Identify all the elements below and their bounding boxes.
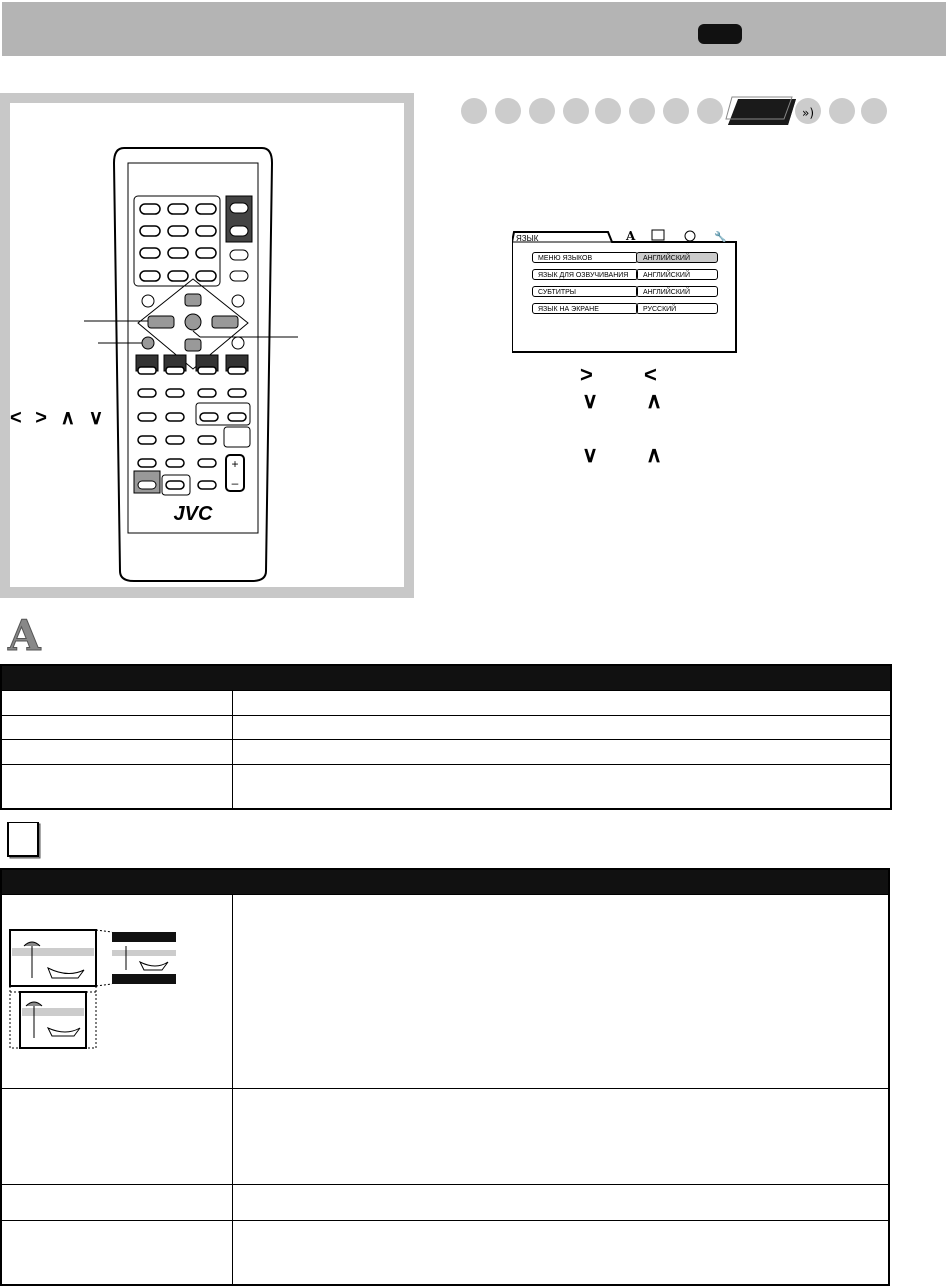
monitor-type-illustration [8, 928, 180, 1052]
up-arrow-icon: ∧ [646, 388, 663, 413]
down-arrow-icon: ∨ [582, 388, 599, 413]
remote-illustration-panel [0, 93, 414, 598]
up-arrow-icon: ∧ [646, 442, 663, 467]
step-arrow-guide [570, 362, 690, 472]
arrow-buttons-label: < > ∧ ∨ [10, 407, 108, 429]
right-arrow-icon: > [580, 362, 593, 387]
language-tab-label[interactable]: ЯЗЫК [516, 234, 539, 243]
page-header-bar [2, 2, 946, 56]
down-arrow-icon: ∨ [582, 442, 599, 467]
language-settings-table [0, 664, 892, 810]
language-section-icon [6, 612, 50, 654]
language-a-icon: A [626, 229, 636, 243]
svg-text:+: + [231, 457, 239, 471]
step-indicator [456, 93, 896, 129]
wrench-icon: 🔧 [714, 232, 727, 243]
remote-signal-icon: ») [802, 106, 815, 120]
language-menu-screen: A 🔧 ЯЗЫК МЕНЮ ЯЗЫКОВ АНГЛИЙСКИЙ ЯЗЫК ДЛЯ ОЗВУЧИВАНИЯ АНГЛИЙСКИЙ СУБТИТРЫ АНГЛИЙСКИЙ ЯЗЫК НА ЭКРАНЕ РУССКИЙ [512, 228, 738, 354]
left-arrow-icon: < [644, 362, 657, 387]
header-badge [698, 24, 742, 44]
picture-section-icon [6, 822, 46, 862]
disc-icon [685, 231, 695, 241]
picture-icon [652, 230, 664, 240]
remote-control-illustration [0, 93, 414, 598]
svg-text:–: – [231, 476, 239, 490]
svg-text:A: A [8, 612, 41, 654]
remote-brand-logo: JVC [173, 503, 213, 525]
